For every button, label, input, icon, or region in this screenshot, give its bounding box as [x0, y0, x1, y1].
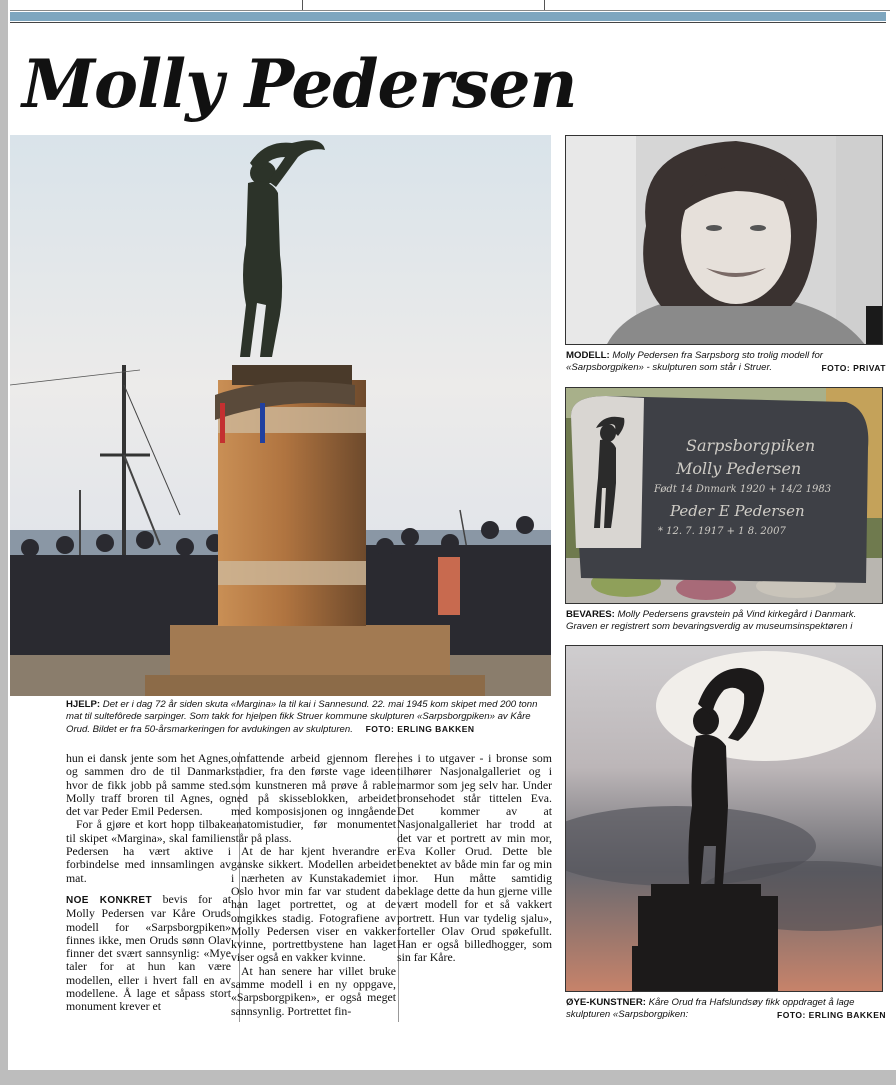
section-rule	[10, 22, 886, 23]
gravestone-line-2: Molly Pedersen	[676, 459, 802, 478]
body-paragraph: For å gjøre et kort hopp tilbake til skipet «Margina», skal familien Pedersen ha vært aktive i forbindelse med innsamlingen av mat.	[66, 817, 231, 885]
section-color-bar	[10, 12, 886, 21]
page-frame-bottom	[0, 1070, 896, 1085]
gravestone-line-4: Peder E Pedersen	[670, 502, 805, 520]
body-paragraph: hun ei dansk jente som het Agnes, og sammen dro de til Danmark hvor de fikk jobb på samme sted. Molly traff broren til Agnes, og det var Peder Emil Pedersen.	[66, 751, 231, 819]
article-column-3	[397, 752, 552, 965]
body-text: bevis for at Molly Pedersen var Kåre Oruds modell for «Sarpsborgpiken» finnes ikke, men Oruds sønn Olav finner det svært sannsynlig: «Mye taler for at hun kan være modellen, eller i hvert fall en av modellene. Å lage et såpass stort monument krever et	[66, 891, 231, 1014]
sculpture-monument-photo	[10, 135, 551, 696]
body-paragraph: nes i to utgaver - i bronse som tilhører Nasjonalgalleriet og i marmor som jeg selv har. Under bronsehodet står tittelen Eva. Det kommer av at Nasjonalgalleriet har trodd at det var et portrett av min mor, Eva Koller Orud. Dette ble benektet av både min far og min mor. Hun måtte samtidig beklage dette da hun gjerne ville vært modell for et så vakkert portrett. Hun var tydelig sjalu», forteller Olav Orud spøkefullt. Han er også billedhogger, som sin far Kåre.	[397, 751, 552, 965]
main-photo-caption	[66, 699, 556, 736]
portrait-photo	[565, 135, 883, 345]
body-paragraph: At han senere har villet bruke samme modell i en ny oppgave, «Sarpsborgpiken», er også meget sannsynlig. Portrettet fin-	[231, 963, 396, 1018]
caption-text: Det er i dag 72 år siden skuta «Margina» la til kai i Sannesund. 22. mai 1945 kom skipet med 200 tonn mat til sultefôrede sarpinger. Som takk for hjelpen fikk Struer kommune skulpturen «Sarpsborgpiken» av Kåre Orud. Bildet er fra 50-årsmarkeringen for avdukingen av skulpturen.	[66, 699, 538, 735]
caption-text: Kåre Orud fra Hafslundsøy fikk oppdraget å lage skulpturen «Sarpsborgpiken:	[566, 997, 855, 1020]
portrait-caption	[566, 350, 886, 374]
gravestone-line-3: Født 14 Dnmark 1920 + 14/2 1983	[654, 484, 832, 495]
body-paragraph: At de har kjent hverandre er ganske sikkert. Modellen arbeidet i nærheten av Kunstakademiet i Oslo hvor min far var student da han laget portrettet, og at de omgikkes stadig. Fotografiene av Molly Pedersen viser en vakker kvinne, portrettbystene han laget viser også en vakker kvinne.	[231, 844, 396, 965]
photo-credit: FOTO: ERLING BAKKEN	[777, 1010, 886, 1020]
caption-label: MODELL:	[566, 350, 610, 361]
article-column-1	[66, 752, 231, 1014]
sculpture-silhouette-photo	[565, 645, 883, 992]
body-paragraph	[66, 893, 231, 1014]
caption-text: Molly Pedersens gravstein på Vind kirkegård i Danmark. Graven er registrert som bevaringsverdig av museumsinspektøren i	[566, 609, 857, 632]
photo-credit: FOTO: ERLING BAKKEN	[365, 724, 475, 734]
gravestone-caption	[566, 609, 886, 633]
photo-credit: FOTO: PRIVAT	[821, 363, 886, 373]
gravestone-line-5: * 12. 7. 1917 + 1 8. 2007	[658, 526, 786, 537]
caption-label: HJELP:	[66, 699, 101, 710]
gravestone-line-1: Sarpsborgpiken	[686, 436, 816, 455]
gravestone-photo	[565, 387, 883, 604]
body-paragraph: omfattende arbeid gjennom flere stadier, fra den første vage ideen som kunstneren må prøve å rable ned på skisseblokken, arbeidet med komposisjonen og inngående anatomistudier, før monumentet står på plass.	[231, 751, 396, 845]
page-top-rule	[10, 0, 890, 11]
subhead: NOE KONKRET	[66, 894, 152, 906]
page-frame-left	[0, 0, 8, 1085]
caption-label: ØYE-KUNSTNER:	[566, 997, 646, 1008]
headline: Molly Pedersen	[22, 45, 577, 123]
caption-text: Molly Pedersen fra Sarpsborg sto trolig modell for «Sarpsborgpiken» - skulpturen som står i Struer.	[566, 350, 823, 373]
silhouette-caption	[566, 997, 886, 1021]
caption-label: BEVARES:	[566, 609, 615, 620]
article-column-2	[231, 752, 396, 1018]
